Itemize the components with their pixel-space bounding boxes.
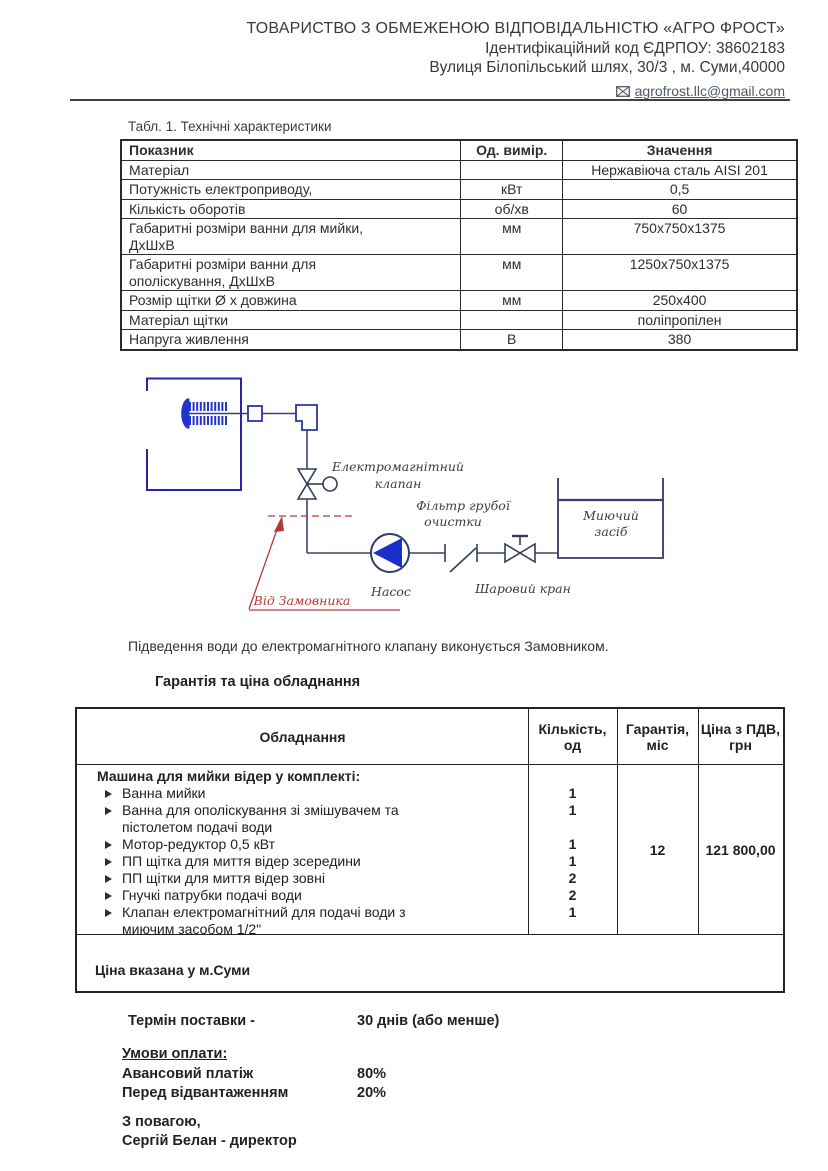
- payment-label: Перед відвантаженням: [122, 1085, 289, 1101]
- spec-name: Матеріал: [129, 161, 190, 178]
- table1-caption: Табл. 1. Технічні характеристики: [128, 119, 332, 134]
- item-label: ПП щітки для миття відер зовні: [122, 870, 325, 886]
- payment-label: Авансовий платіж: [122, 1066, 254, 1082]
- item-label: Ванна мийки: [122, 785, 206, 801]
- piping-diagram: [0, 355, 828, 635]
- detergent-label: Миючий: [583, 508, 639, 523]
- spec-value: 0,5: [563, 180, 797, 200]
- spec-unit: мм: [461, 219, 563, 255]
- solenoid-valve-label: Електромагнітний: [332, 459, 464, 474]
- spec-name: Кількість оборотів: [129, 200, 246, 217]
- spec-name: Матеріал щітки: [129, 311, 229, 328]
- header-divider: [70, 99, 790, 101]
- table-row: [121, 330, 797, 350]
- delivery-row: [128, 1013, 500, 1029]
- item-label-line2: пістолетом подачі води: [122, 819, 273, 835]
- spec-name: Габаритні розміри ванни для: [129, 256, 317, 272]
- pump-label: Насос: [371, 584, 411, 599]
- company-address: Вулиця Білопільський шлях, 30/3 , м. Суми,40000: [429, 59, 785, 76]
- spec-value: 1250х750х1375: [563, 255, 797, 291]
- col-header-warranty: Гарантія, міс: [625, 720, 690, 753]
- delivery-value: 30 днів (або менше): [357, 1013, 500, 1029]
- item-qty: 1: [568, 785, 577, 801]
- spec-unit: [461, 310, 563, 330]
- water-supply-note: Підведення води до електромагнітного клапану виконується Замовником.: [128, 638, 609, 654]
- letterhead: [247, 19, 785, 102]
- table-row: [121, 180, 797, 200]
- closing-line: З повагою,: [122, 1114, 201, 1130]
- brush-symbol: [182, 399, 248, 428]
- spec-name: Напруга живлення: [129, 331, 249, 347]
- col-header-unit: Од. вимір.: [461, 140, 563, 160]
- spec-unit: об/хв: [461, 199, 563, 219]
- elbow-fitting: [296, 405, 317, 430]
- spec-unit: мм: [461, 255, 563, 291]
- ball-valve-symbol: [505, 536, 535, 562]
- item-label: Гнучкі патрубки подачі води: [122, 887, 302, 903]
- pump-symbol: [371, 534, 409, 572]
- spec-value: поліпропілен: [563, 310, 797, 330]
- price-table-header: [77, 709, 783, 764]
- warranty-value: 12: [649, 841, 666, 858]
- solenoid-valve-label2: клапан: [374, 476, 422, 491]
- payment-row: [122, 1085, 387, 1101]
- spec-name: Розмір щітки Ø х довжина: [129, 292, 297, 308]
- spec-value: Нержавіюча сталь AISI 201: [563, 160, 797, 180]
- price-table-body: [77, 764, 783, 937]
- company-name: ТОВАРИСТВО З ОБМЕЖЕНОЮ ВІДПОВІДАЛЬНІСТЮ «АГРО ФРОСТ»: [246, 20, 785, 37]
- item-qty: 1: [568, 853, 577, 869]
- signature-line: Сергій Белан - директор: [122, 1133, 297, 1149]
- spec-value: 750х750х1375: [563, 219, 797, 255]
- payment-value: 20%: [357, 1085, 387, 1101]
- spec-unit: [461, 160, 563, 180]
- wash-tank-outline: [147, 379, 241, 491]
- col-header-value: Значення: [563, 140, 797, 160]
- payment-heading: Умови оплати:: [122, 1046, 228, 1062]
- payment-value: 80%: [357, 1066, 387, 1082]
- table-row: [121, 255, 797, 291]
- detergent-label2: засіб: [594, 524, 628, 539]
- spec-name-line2: ДхШхВ: [129, 236, 175, 253]
- filter-label: Фільтр грубої: [416, 498, 510, 513]
- company-id: Ідентифікаційний код ЄДРПОУ: 38602183: [485, 39, 785, 57]
- table-header-row: [121, 140, 797, 160]
- payment-row: [122, 1066, 387, 1082]
- item-qty: 2: [568, 887, 577, 903]
- spec-unit: В: [461, 330, 563, 350]
- item-label: Клапан електромагнітний для подачі води з: [122, 904, 406, 920]
- kit-title: Машина для мийки відер у комплекті:: [97, 768, 361, 784]
- item-label: ПП щітка для миття відер зсередини: [122, 853, 361, 869]
- table-row: [121, 160, 797, 180]
- table-row: [121, 199, 797, 219]
- item-qty: 1: [568, 904, 577, 920]
- spec-value: 250х400: [563, 291, 797, 311]
- table-row: [121, 219, 797, 255]
- item-qty: 2: [568, 870, 577, 886]
- item-label: Ванна для ополіскування зі змішувачем та: [122, 802, 399, 818]
- from-customer-label: Від Замовника: [253, 593, 351, 608]
- filter-label2: очистки: [424, 514, 482, 529]
- price-location-note: Ціна вказана у м.Суми: [77, 934, 783, 991]
- col-header-price: Ціна з ПДВ, грн: [700, 720, 781, 753]
- spec-value: 380: [563, 330, 797, 350]
- shaft-coupling: [248, 406, 262, 421]
- item-label-line2: миючим засобом 1/2": [122, 921, 262, 937]
- price-table: [75, 707, 785, 993]
- spec-name: Потужність електроприводу,: [129, 181, 313, 197]
- tech-specs-table: [120, 139, 798, 351]
- spec-unit: мм: [461, 291, 563, 311]
- spec-name: Габаритні розміри ванни для мийки,: [129, 220, 364, 236]
- table-row: [121, 310, 797, 330]
- spec-name-line2: ополіскування, ДхШхВ: [129, 272, 275, 289]
- email-link[interactable]: agrofrost.llc@gmail.com: [634, 82, 785, 99]
- filter-symbol: [445, 544, 477, 572]
- item-qty: 1: [568, 802, 577, 818]
- col-header-indicator: Показник: [121, 140, 461, 160]
- warranty-price-heading: Гарантія та ціна обладнання: [155, 674, 361, 690]
- col-header-equipment: Обладнання: [259, 728, 346, 745]
- spec-value: 60: [563, 199, 797, 219]
- spec-unit: кВт: [461, 180, 563, 200]
- item-label: Мотор-редуктор 0,5 кВт: [122, 836, 275, 852]
- delivery-label: Термін поставки -: [128, 1013, 256, 1029]
- ball-valve-label: Шаровий кран: [475, 581, 571, 596]
- item-qty: 1: [568, 836, 577, 852]
- price-value: 121 800,00: [705, 841, 776, 858]
- table-row: [121, 291, 797, 311]
- col-header-quantity: Кількість, од: [538, 720, 607, 753]
